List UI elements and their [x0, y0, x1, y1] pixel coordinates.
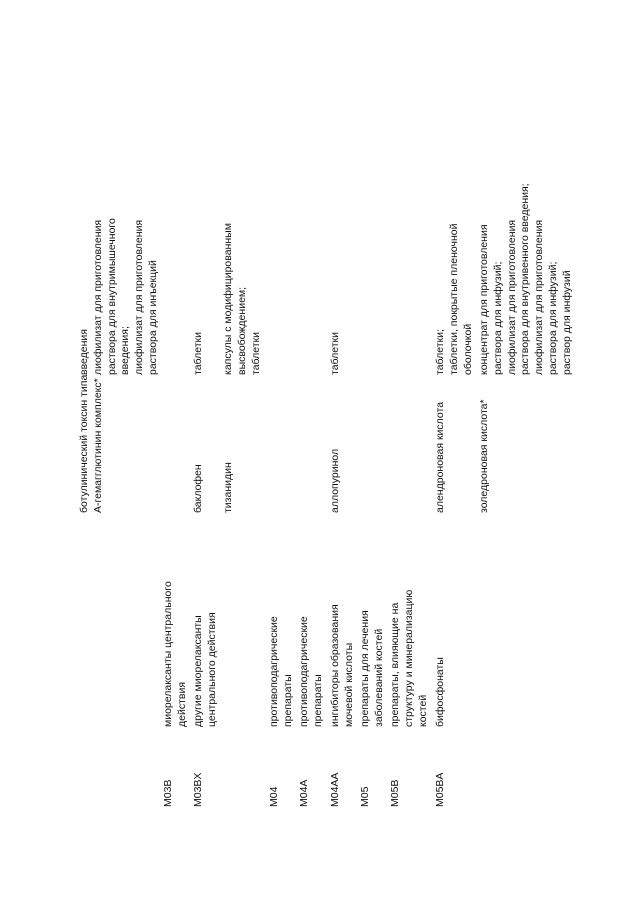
atc-group-name-cell: препараты, влияющие на структуру и минерализацию костей	[389, 589, 429, 727]
atc-code-cell: M03BX	[192, 772, 204, 807]
atc-code-cell: M05B	[389, 779, 401, 807]
atc-code-cell: M04	[268, 786, 280, 807]
dosage-form-cell: таблетки	[192, 332, 204, 375]
dosage-form-cell: таблетки; таблетки, покрытые пленочной оболочкой	[434, 223, 474, 375]
atc-group-name-cell: бифосфонаты	[434, 657, 446, 727]
dosage-form-cell: таблетки	[329, 332, 341, 375]
drug-name-cell: аллопуринол	[329, 448, 341, 513]
atc-group-name-cell: противоподагрические препараты	[298, 616, 324, 727]
atc-code-cell: M05	[359, 786, 371, 807]
atc-group-name-cell: другие миорелаксанты центрального действия	[192, 612, 218, 727]
atc-code-cell: M03B	[162, 779, 174, 807]
drug-name-cell: золедроновая кислота*	[478, 399, 490, 513]
atc-code-cell: M04A	[298, 779, 310, 807]
dosage-form-cell: концентрат для приготовления раствора для инфузий; лиофилизат для приготовления раствора для внутривенного введения; лиофилизат для приготовления раствора для инфузий; раствор для инфузий	[478, 183, 573, 375]
drug-name-cell: баклофен	[192, 464, 204, 513]
atc-code-cell: M04AA	[329, 772, 341, 807]
atc-group-name-cell: миорелаксанты центрального действия	[162, 581, 188, 727]
atc-group-name-cell: противоподагрические препараты	[268, 616, 294, 727]
atc-group-name-cell: препараты для лечения заболеваний костей	[359, 610, 385, 727]
dosage-form-cell: введения лиофилизат для приготовления раствора для внутримышечного введения; лиофилизат для приготовления раствора для инъекций	[78, 218, 159, 375]
atc-code-cell: M05BA	[434, 772, 446, 807]
drug-name-cell: алендроновая кислота	[434, 401, 446, 513]
dosage-form-cell: капсулы с модифицированным высвобождением; таблетки	[222, 223, 262, 375]
drug-name-cell: ботулинический токсин типа А-гемагглютинин комплекс*	[78, 374, 104, 513]
drug-name-cell: тизанидин	[222, 462, 234, 513]
atc-group-name-cell: ингибиторы образования мочевой кислоты	[329, 604, 355, 727]
